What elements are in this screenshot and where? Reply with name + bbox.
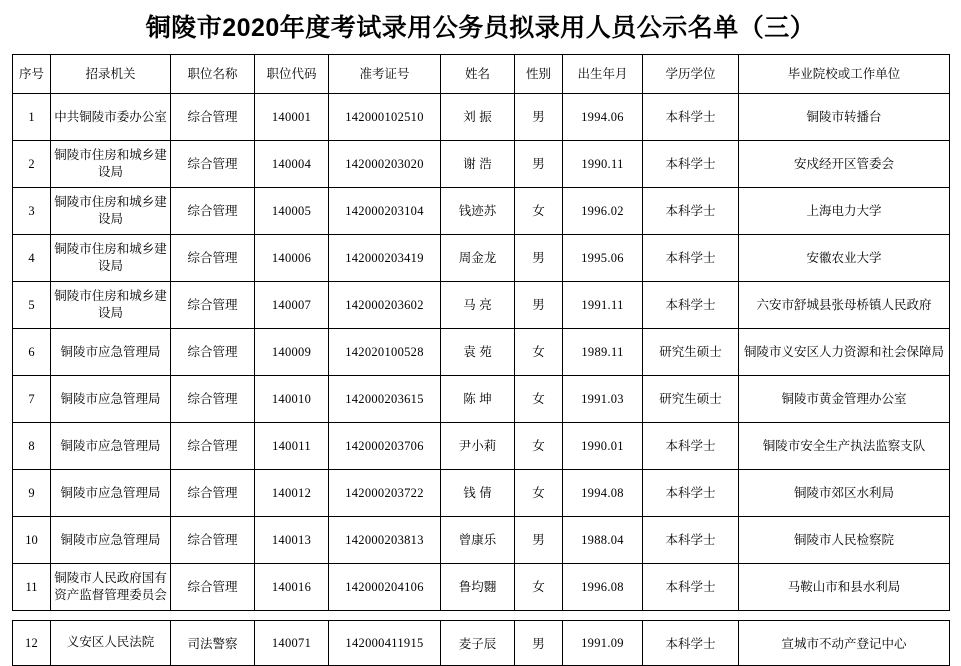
- cell-org: 铜陵市应急管理局: [51, 329, 171, 376]
- cell-code: 140011: [255, 423, 329, 470]
- cell-code: 140004: [255, 141, 329, 188]
- cell-name: 尹小莉: [441, 423, 515, 470]
- cell-name: 谢 浩: [441, 141, 515, 188]
- cell-name: 钱迹苏: [441, 188, 515, 235]
- cell-name: 马 亮: [441, 282, 515, 329]
- cell-education: 本科学士: [643, 564, 739, 611]
- cell-gender: 男: [515, 235, 563, 282]
- cell-ticket: 142000203813: [329, 517, 441, 564]
- cell-seq: 9: [13, 470, 51, 517]
- table-row: [13, 470, 950, 517]
- cell-org: 铜陵市人民政府国有资产监督管理委员会: [51, 564, 171, 611]
- cell-school: 安戍经开区管委会: [739, 141, 950, 188]
- cell-position: 综合管理: [171, 517, 255, 564]
- column-header-education: 学历学位: [643, 55, 739, 94]
- cell-ticket: 142000203706: [329, 423, 441, 470]
- cell-gender: 女: [515, 329, 563, 376]
- column-header-birth: 出生年月: [563, 55, 643, 94]
- candidates-table-continued: [12, 620, 950, 666]
- table-row: [13, 423, 950, 470]
- page-title: 铜陵市2020年度考试录用公务员拟录用人员公示名单（三）: [145, 14, 816, 42]
- cell-org: 铜陵市住房和城乡建设局: [51, 141, 171, 188]
- cell-org: 铜陵市应急管理局: [51, 376, 171, 423]
- cell-birth: 1994.08: [563, 470, 643, 517]
- table-row: [13, 141, 950, 188]
- cell-school: 铜陵市转播台: [739, 94, 950, 141]
- cell-birth: 1991.03: [563, 376, 643, 423]
- cell-ticket: 142000411915: [329, 621, 441, 666]
- cell-code: 140010: [255, 376, 329, 423]
- cell-name: 袁 苑: [441, 329, 515, 376]
- cell-code: 140012: [255, 470, 329, 517]
- cell-education: 本科学士: [643, 423, 739, 470]
- table-row: [13, 188, 950, 235]
- cell-name: 曾康乐: [441, 517, 515, 564]
- cell-ticket: 142000203615: [329, 376, 441, 423]
- cell-position: 综合管理: [171, 141, 255, 188]
- cell-birth: 1991.09: [563, 621, 643, 666]
- cell-birth: 1990.01: [563, 423, 643, 470]
- cell-ticket: 142000203104: [329, 188, 441, 235]
- cell-org: 中共铜陵市委办公室: [51, 94, 171, 141]
- table-row: [13, 235, 950, 282]
- cell-school: 马鞍山市和县水利局: [739, 564, 950, 611]
- cell-seq: 12: [13, 621, 51, 666]
- cell-school: 铜陵市黄金管理办公室: [739, 376, 950, 423]
- cell-position: 综合管理: [171, 94, 255, 141]
- column-header-code: 职位代码: [255, 55, 329, 94]
- table-body: [13, 94, 950, 611]
- cell-position: 综合管理: [171, 423, 255, 470]
- cell-education: 本科学士: [643, 470, 739, 517]
- cell-education: 本科学士: [643, 188, 739, 235]
- cell-education: 研究生硕士: [643, 376, 739, 423]
- table-row: [13, 517, 950, 564]
- cell-seq: 10: [13, 517, 51, 564]
- cell-code: 140013: [255, 517, 329, 564]
- cell-org: 铜陵市应急管理局: [51, 517, 171, 564]
- cell-birth: 1990.11: [563, 141, 643, 188]
- cell-birth: 1996.02: [563, 188, 643, 235]
- cell-education: 本科学士: [643, 94, 739, 141]
- table-row: [13, 329, 950, 376]
- cell-position: 综合管理: [171, 188, 255, 235]
- column-header-gender: 性别: [515, 55, 563, 94]
- cell-education: 本科学士: [643, 517, 739, 564]
- cell-org: 铜陵市住房和城乡建设局: [51, 282, 171, 329]
- cell-gender: 女: [515, 564, 563, 611]
- cell-school: 铜陵市郊区水利局: [739, 470, 950, 517]
- cell-name: 钱 倩: [441, 470, 515, 517]
- cell-code: 140016: [255, 564, 329, 611]
- cell-gender: 女: [515, 188, 563, 235]
- column-header-org: 招录机关: [51, 55, 171, 94]
- cell-seq: 3: [13, 188, 51, 235]
- cell-education: 本科学士: [643, 235, 739, 282]
- cell-position: 综合管理: [171, 235, 255, 282]
- cell-position: 综合管理: [171, 329, 255, 376]
- table-body-continued: [13, 621, 950, 666]
- cell-gender: 女: [515, 423, 563, 470]
- cell-position: 综合管理: [171, 564, 255, 611]
- cell-seq: 7: [13, 376, 51, 423]
- cell-birth: 1989.11: [563, 329, 643, 376]
- cell-position: 综合管理: [171, 470, 255, 517]
- table-header: [13, 55, 950, 94]
- cell-org: 铜陵市住房和城乡建设局: [51, 188, 171, 235]
- cell-gender: 女: [515, 376, 563, 423]
- cell-name: 麦子辰: [441, 621, 515, 666]
- cell-school: 上海电力大学: [739, 188, 950, 235]
- cell-school: 六安市舒城县张母桥镇人民政府: [739, 282, 950, 329]
- cell-position: 综合管理: [171, 282, 255, 329]
- cell-gender: 男: [515, 517, 563, 564]
- cell-gender: 男: [515, 621, 563, 666]
- cell-org: 铜陵市应急管理局: [51, 423, 171, 470]
- cell-school: 铜陵市安全生产执法监察支队: [739, 423, 950, 470]
- cell-code: 140007: [255, 282, 329, 329]
- table-row: [13, 94, 950, 141]
- cell-gender: 女: [515, 470, 563, 517]
- cell-birth: 1995.06: [563, 235, 643, 282]
- main-table-container: [0, 54, 961, 666]
- cell-position: 司法警察: [171, 621, 255, 666]
- cell-ticket: 142000204106: [329, 564, 441, 611]
- cell-code: 140009: [255, 329, 329, 376]
- column-header-position: 职位名称: [171, 55, 255, 94]
- cell-ticket: 142000203020: [329, 141, 441, 188]
- cell-code: 140005: [255, 188, 329, 235]
- column-header-seq: 序号: [13, 55, 51, 94]
- cell-code: 140006: [255, 235, 329, 282]
- cell-org: 义安区人民法院: [51, 621, 171, 666]
- cell-ticket: 142020100528: [329, 329, 441, 376]
- table-row: [13, 282, 950, 329]
- cell-seq: 4: [13, 235, 51, 282]
- table-row: [13, 621, 950, 666]
- cell-birth: 1988.04: [563, 517, 643, 564]
- cell-name: 周金龙: [441, 235, 515, 282]
- cell-ticket: 142000102510: [329, 94, 441, 141]
- cell-gender: 男: [515, 94, 563, 141]
- cell-birth: 1996.08: [563, 564, 643, 611]
- cell-school: 铜陵市义安区人力资源和社会保障局: [739, 329, 950, 376]
- cell-ticket: 142000203602: [329, 282, 441, 329]
- column-header-ticket: 准考证号: [329, 55, 441, 94]
- cell-seq: 8: [13, 423, 51, 470]
- cell-org: 铜陵市应急管理局: [51, 470, 171, 517]
- cell-name: 陈 坤: [441, 376, 515, 423]
- cell-education: 本科学士: [643, 282, 739, 329]
- cell-seq: 5: [13, 282, 51, 329]
- cell-education: 本科学士: [643, 621, 739, 666]
- cell-seq: 1: [13, 94, 51, 141]
- cell-school: 安徽农业大学: [739, 235, 950, 282]
- table-row: [13, 564, 950, 611]
- cell-seq: 11: [13, 564, 51, 611]
- cell-school: 宣城市不动产登记中心: [739, 621, 950, 666]
- cell-ticket: 142000203722: [329, 470, 441, 517]
- cell-position: 综合管理: [171, 376, 255, 423]
- cell-code: 140001: [255, 94, 329, 141]
- cell-education: 研究生硕士: [643, 329, 739, 376]
- column-header-name: 姓名: [441, 55, 515, 94]
- cell-org: 铜陵市住房和城乡建设局: [51, 235, 171, 282]
- cell-ticket: 142000203419: [329, 235, 441, 282]
- cell-name: 刘 振: [441, 94, 515, 141]
- cell-name: 鲁均翾: [441, 564, 515, 611]
- candidates-table: [12, 54, 950, 611]
- cell-code: 140071: [255, 621, 329, 666]
- cell-gender: 男: [515, 282, 563, 329]
- table-header-row: [13, 55, 950, 94]
- column-header-school: 毕业院校或工作单位: [739, 55, 950, 94]
- cell-seq: 6: [13, 329, 51, 376]
- table-row: [13, 376, 950, 423]
- cell-seq: 2: [13, 141, 51, 188]
- cell-birth: 1994.06: [563, 94, 643, 141]
- cell-gender: 男: [515, 141, 563, 188]
- cell-school: 铜陵市人民检察院: [739, 517, 950, 564]
- cell-education: 本科学士: [643, 141, 739, 188]
- cell-birth: 1991.11: [563, 282, 643, 329]
